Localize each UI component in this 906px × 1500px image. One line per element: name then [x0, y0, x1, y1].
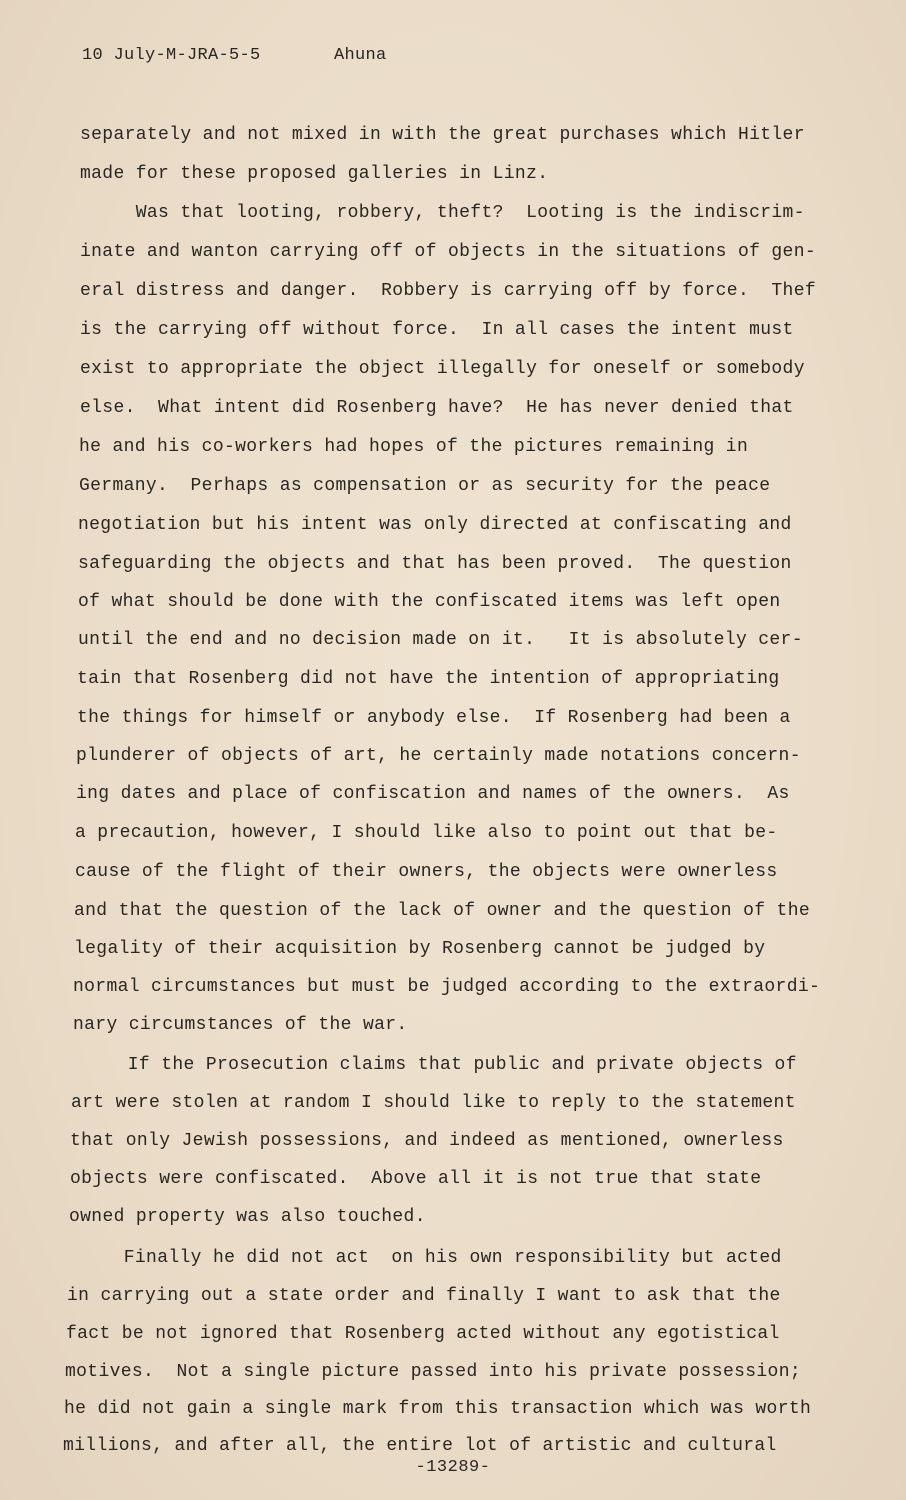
text-line: normal circumstances but must be judged according to the extraordi-: [73, 977, 821, 997]
text-line: owned property was also touched.: [69, 1207, 426, 1227]
text-line: fact be not ignored that Rosenberg acted without any egotistical: [66, 1324, 780, 1344]
text-line: the things for himself or anybody else. If Rosenberg had been a: [77, 708, 791, 728]
text-line: in carrying out a state order and finally I want to ask that the: [67, 1286, 781, 1306]
text-line: cause of the flight of their owners, the objects were ownerless: [75, 862, 778, 882]
text-line: a precaution, however, I should like also to point out that be-: [75, 823, 778, 843]
text-line: he and his co-workers had hopes of the pictures remaining in: [79, 437, 749, 457]
text-line: legality of their acquisition by Rosenberg cannot be judged by: [74, 939, 766, 959]
text-line: ing dates and place of confiscation and names of the owners. As: [76, 784, 790, 804]
text-line: objects were confiscated. Above all it is not true that state: [70, 1169, 762, 1189]
text-line: else. What intent did Rosenberg have? He has never denied that: [80, 398, 794, 418]
text-line: that only Jewish possessions, and indeed as mentioned, ownerless: [70, 1131, 784, 1151]
text-line: and that the question of the lack of owner and the question of the: [74, 901, 811, 921]
text-line: of what should be done with the confiscated items was left open: [78, 592, 781, 612]
text-line: separately and not mixed in with the great purchases which Hitler: [80, 125, 805, 145]
text-line: exist to appropriate the object illegally for oneself or somebody: [80, 359, 805, 379]
page-number: -13289-: [415, 1458, 491, 1477]
text-line: safeguarding the objects and that has been proved. The question: [78, 554, 792, 574]
text-line: negotiation but his intent was only directed at confiscating and: [78, 515, 792, 535]
text-line: tain that Rosenberg did not have the intention of appropriating: [77, 669, 780, 689]
text-line: inate and wanton carrying off of objects in the situations of gen-: [80, 242, 817, 262]
document-reference: 10 July-M-JRA-5-5: [82, 46, 261, 65]
text-line: plunderer of objects of art, he certainly made notations concern-: [76, 746, 801, 766]
text-line: motives. Not a single picture passed into his private possession;: [65, 1362, 802, 1382]
text-line: he did not gain a single mark from this transaction which was worth: [64, 1399, 812, 1419]
text-line: until the end and no decision made on it. It is absolutely cer-: [78, 630, 803, 650]
text-line: Was that looting, robbery, theft? Looting is the indiscrim-: [80, 203, 805, 223]
text-line: Germany. Perhaps as compensation or as security for the peace: [79, 476, 771, 496]
text-line: art were stolen at random I should like to reply to the statement: [71, 1093, 796, 1113]
text-line: eral distress and danger. Robbery is carrying off by force. Thef: [80, 281, 817, 301]
reporter-name: Ahuna: [334, 46, 387, 65]
text-line: If the Prosecution claims that public and private objects of: [72, 1055, 797, 1075]
text-line: made for these proposed galleries in Linz.: [80, 164, 549, 184]
text-line: nary circumstances of the war.: [73, 1015, 408, 1035]
text-line: is the carrying off without force. In all cases the intent must: [80, 320, 794, 340]
text-line: millions, and after all, the entire lot of artistic and cultural: [63, 1436, 777, 1456]
page-header: [82, 46, 387, 65]
text-line: Finally he did not act on his own responsibility but acted: [68, 1248, 782, 1268]
